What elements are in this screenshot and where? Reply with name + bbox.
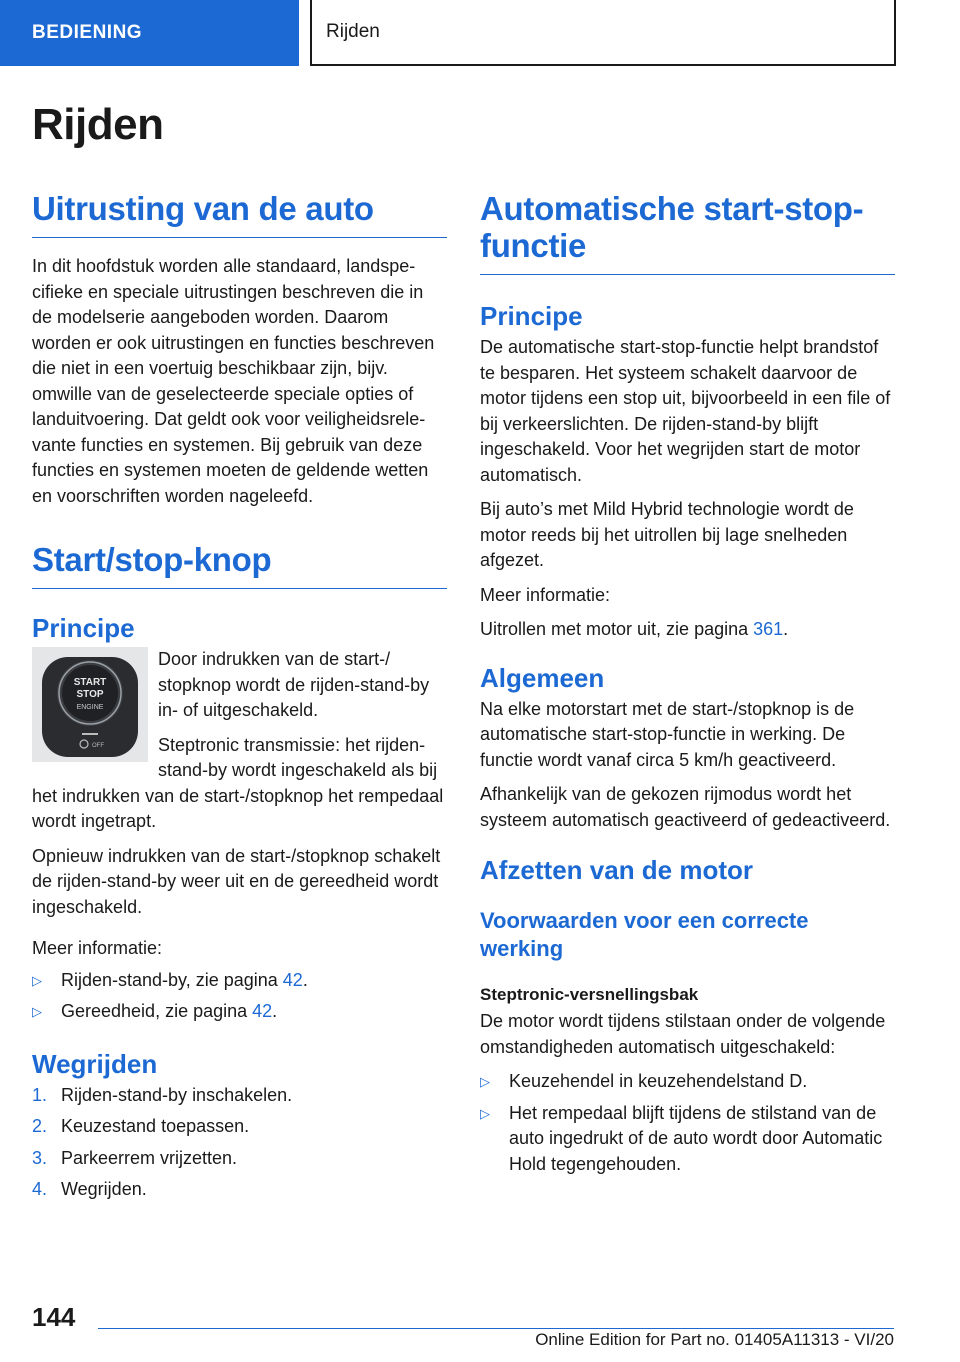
wegrijden-steps [32, 1083, 447, 1203]
heading-afzetten: Afzetten van de motor [480, 855, 754, 885]
auto-principe-p1: De automatische start-stop-functie helpt brandstof te besparen. Het systeem schakelt daarvoor de motor tijdens een stop uit, bijvoorbeeld in een file of bij verkeerslichten. De rijden-stand-by blijft ingeschakeld. Voor het wegrijden start de motor automatisch. [480, 337, 891, 485]
section-tab [0, 0, 299, 66]
footer-edition: Online Edition for Part no. 01405A11313 - VI/20 [535, 1330, 894, 1349]
heading-voorwaarden: Voorwaarden voor een correcte werking [480, 908, 809, 961]
list-item: ▷ Het rempedaal blijft tijdens de stilstand van de auto ingedrukt of de auto wordt door Automatic Hold tegengehouden. [480, 1102, 883, 1174]
auto-reference: Uitrollen met motor uit, zie pagina 361. [480, 619, 789, 639]
startstop-p1: Door indrukken van de start-/ stopknop wordt de rijden-stand-by in- of uitgeschakeld. [158, 649, 430, 720]
step-number: 2. [32, 1116, 48, 1136]
page-link-361[interactable]: 361 [753, 619, 784, 639]
button-engine-label: ENGINE [76, 704, 104, 711]
button-off-label: OFF [92, 743, 104, 749]
heading-algemeen: Algemeen [480, 662, 605, 693]
section-label: BEDIENING [32, 22, 143, 43]
list-item: ▷ Gereedheid, zie pagina 42. [32, 999, 447, 1025]
heading-automatische-start-stop: Automatische start-stop-functie [480, 190, 895, 275]
startstop-p2: Steptronic transmissie: het rijden-stand-by wordt ingeschakeld als bij het indrukken van de start-/stopknop het rempedaal wordt ingetrapt. [32, 734, 444, 831]
auto-more-info: Meer informatie: [480, 584, 611, 605]
afzetten-p1: De motor wordt tijdens stilstaan onder de volgende omstandigheden automatisch uitgeschakeld: [480, 1011, 886, 1057]
startstop-more-info: Meer informatie: [32, 938, 163, 958]
triangle-bullet-icon: ▷ [32, 1004, 42, 1019]
chapter-label: Rijden [326, 21, 380, 42]
triangle-bullet-icon: ▷ [480, 1074, 490, 1089]
algemeen-p1: Na elke motorstart met de start-/stopknop is de automatische start-stop-functie in werking. De functie wordt vanaf circa 5 km/h geactiveerd. [480, 698, 855, 770]
uitrusting-text: In dit hoofdstuk worden alle standaard, landspecifieke en speciale uitrustingen beschreven die in de modelserie aangeboden worden. Daarom worden er ook uitrustingen en functies beschreven die niet in een voertuig beschikbaar zijn, bijv. omwille van de geselecteerde speciale opties of landuitvoering. Dat geldt ook voor veiligheidsrelevante functies en systemen. Bij gebruik van deze functies en systemen moeten de geldende wetten en voorschriften worden nageleefd. [32, 256, 435, 506]
page-link-42[interactable]: 42 [282, 969, 303, 990]
triangle-bullet-icon: ▷ [480, 1105, 490, 1121]
start-stop-button-graphic [32, 647, 148, 762]
list-item: 3. Parkeerrem vrijzetten. [32, 1146, 447, 1172]
list-item: 4. Wegrijden. [32, 1177, 447, 1203]
step-number: 3. [32, 1147, 48, 1168]
list-item: 2. Keuzestand toepassen. [32, 1114, 447, 1140]
right-column [480, 190, 895, 1183]
left-column [32, 190, 447, 1209]
start-stop-button-image [32, 647, 148, 762]
page-link-42[interactable]: 42 [252, 1001, 273, 1021]
list-item: 1. Rijden-stand-by inschakelen. [32, 1083, 447, 1109]
heading-startstop: Start/stop-knop [32, 541, 447, 589]
page-number: 144 [32, 1302, 76, 1332]
page-title: Rijden [32, 100, 164, 149]
auto-principe-p2: Bij auto’s met Mild Hybrid technologie wordt de motor reeds bij het uitrollen bij lage snelheden afgezet. [480, 499, 854, 570]
heading-principe-startstop: Principe [32, 613, 135, 643]
button-stop-label: STOP [76, 689, 104, 700]
list-item: ▷ Keuzehendel in keuzehendelstand D. [480, 1069, 895, 1095]
button-start-label: START [73, 677, 107, 688]
startstop-p3: Opnieuw indrukken van de start-/stopknop schakelt de rijden-stand-by weer uit en de gereedheid wordt ingeschakeld. [32, 845, 441, 917]
triangle-bullet-icon: ▷ [32, 972, 42, 988]
list-item: ▷ Rijden-stand-by, zie pagina 42. [32, 968, 447, 994]
footer-divider [98, 1328, 894, 1329]
heading-uitrusting: Uitrusting van de auto [32, 190, 447, 238]
algemeen-p2: Afhankelijk van de gekozen rijmodus wordt het systeem automatisch geactiveerd of gedeactiveerd. [480, 784, 891, 830]
afzetten-conditions-list [480, 1069, 895, 1177]
chapter-header [310, 0, 896, 66]
heading-principe-auto: Principe [480, 301, 583, 331]
step-number: 1. [32, 1084, 48, 1105]
step-number: 4. [32, 1179, 48, 1199]
startstop-reference-list [32, 968, 447, 1025]
heading-wegrijden: Wegrijden [32, 1048, 158, 1079]
heading-steptronic: Steptronic-versnellingsbak [480, 985, 699, 1004]
